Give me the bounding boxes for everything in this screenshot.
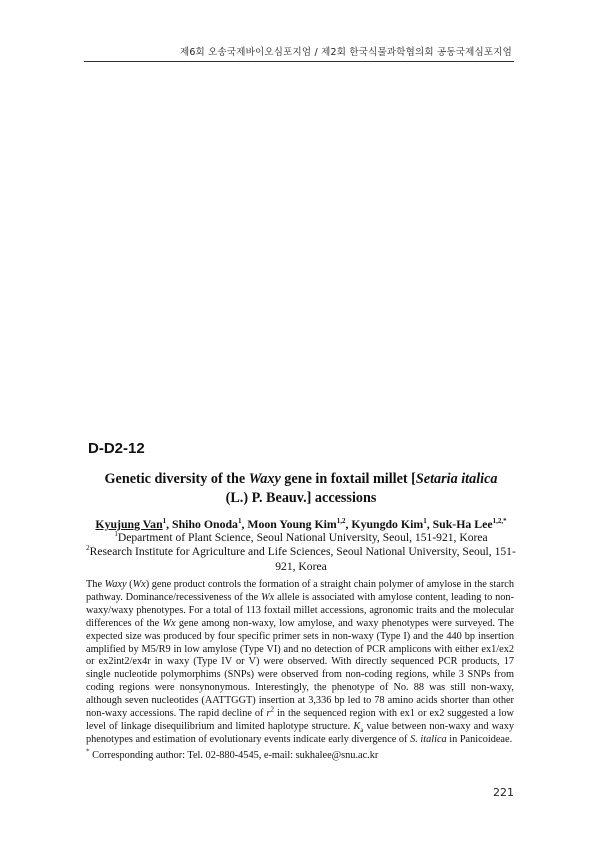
abstract-superscript: 2	[270, 705, 274, 714]
title-gene-name: Waxy	[248, 471, 281, 487]
author-name: Moon Young Kim	[247, 517, 337, 531]
abstract-species-italic: S. italica	[410, 733, 447, 745]
author-separator: ,	[241, 517, 248, 531]
author-name: Shiho Onoda	[172, 517, 238, 531]
affiliation-mark: 2	[86, 544, 90, 553]
abstract-gene-italic: Wx	[162, 617, 176, 629]
author-separator: ,	[345, 517, 352, 531]
title-part-2: gene in foxtail millet [	[280, 471, 416, 487]
author-list	[86, 517, 516, 532]
abstract-text: value between non-waxy and waxy phenotypes and estimation of evolutionary events indicate early divergence of	[86, 720, 514, 745]
author-name: Suk-Ha Lee	[432, 517, 493, 531]
title-part-1: Genetic diversity of the	[104, 471, 249, 487]
author-name: Kyungdo Kim	[351, 517, 424, 531]
paper-title	[86, 470, 516, 508]
title-part-3: (L.) P. Beauv.] accessions	[225, 490, 377, 506]
abstract-subscript: a	[360, 726, 364, 735]
abstract-gene-italic: Wx	[261, 591, 275, 603]
session-code: D-D2-12	[88, 440, 145, 457]
affiliation-1	[86, 531, 516, 546]
abstract-text: The	[86, 579, 105, 590]
author-affiliation-mark: 1,2	[336, 517, 346, 526]
author-separator: ,	[426, 517, 433, 531]
abstract-gene-italic: Wx	[132, 579, 146, 590]
abstract-text: ) gene product controls the formation of a straight chain polymer of amylose in the starch pathway. Dominance/recessiveness of the	[86, 579, 514, 603]
abstract-symbol-italic: K	[353, 720, 361, 732]
running-header: 제6회 오송국제바이오심포지엄 / 제2회 한국식물과학협의회 공동국제심포지엄	[179, 47, 512, 58]
abstract-gene-italic: Waxy	[104, 579, 127, 590]
author-separator: ,	[166, 517, 173, 531]
page-number: 221	[493, 786, 514, 799]
author-affiliation-mark: 1,2,*	[492, 517, 507, 526]
affiliation-mark: 1	[114, 530, 118, 539]
header-rule	[84, 61, 514, 62]
title-species-name: Setaria italica	[415, 471, 498, 487]
abstract-text: in the sequenced region with ex1 or ex2 suggested a low level of linkage disequilibrium and limited haplotype structure.	[86, 708, 514, 732]
abstract-text: gene among non-waxy, low amylose, and waxy phenotypes were surveyed. The expected size was produced by four specific primer sets in non-waxy (Type I) and the 440 bp insertion amplified by M5/R9 in low amylose (Type VI) and no detection of PCR amplicons with either ex1/ex2 or ex2int2/ex4r in waxy (Type IV or V) were observed. With directly sequenced PCR products, 17 single nucleotide polymorphims (SNPs) were observed from non-coding regions, while 3 SNPs from coding regions were nonsynonymous. Interestingly, the phenotype of No. 88 was still non-waxy, although seven nucleotides (AATTGGT) insertion at 3,336 bp led to 78 amino acids shorter than other non-waxy accessions. The rapid decline of	[86, 617, 514, 720]
footnote-mark: *	[86, 747, 90, 756]
author-name: Kyujung Van	[95, 517, 163, 531]
abstract-symbol-italic: r	[266, 708, 271, 720]
abstract-text: allele is associated with amylose content, leading to non-waxy/waxy phenotypes. For a total of 113 foxtail millet accessions, agronomic traits and the molecular differences of the	[86, 591, 515, 629]
author-affiliation-mark: 1	[162, 517, 167, 526]
footnote-text: Corresponding author: Tel. 02-880-4545, e-mail: sukhalee@snu.ac.kr	[89, 750, 379, 761]
abstract-paragraph	[86, 579, 514, 747]
author-affiliation-mark: 1	[237, 517, 242, 526]
abstract-text: in Panicoideae.	[446, 733, 513, 745]
corresponding-author-footnote	[86, 747, 516, 761]
affiliation-text: Department of Plant Science, Seoul National University, Seoul, 151-921, Korea	[117, 531, 488, 544]
affiliation-2	[86, 545, 516, 574]
affiliation-text: Research Institute for Agriculture and Life Sciences, Seoul National University, Seoul, 151-921, Korea	[89, 545, 516, 573]
abstract-text: (	[126, 579, 133, 590]
author-affiliation-mark: 1	[423, 517, 427, 526]
